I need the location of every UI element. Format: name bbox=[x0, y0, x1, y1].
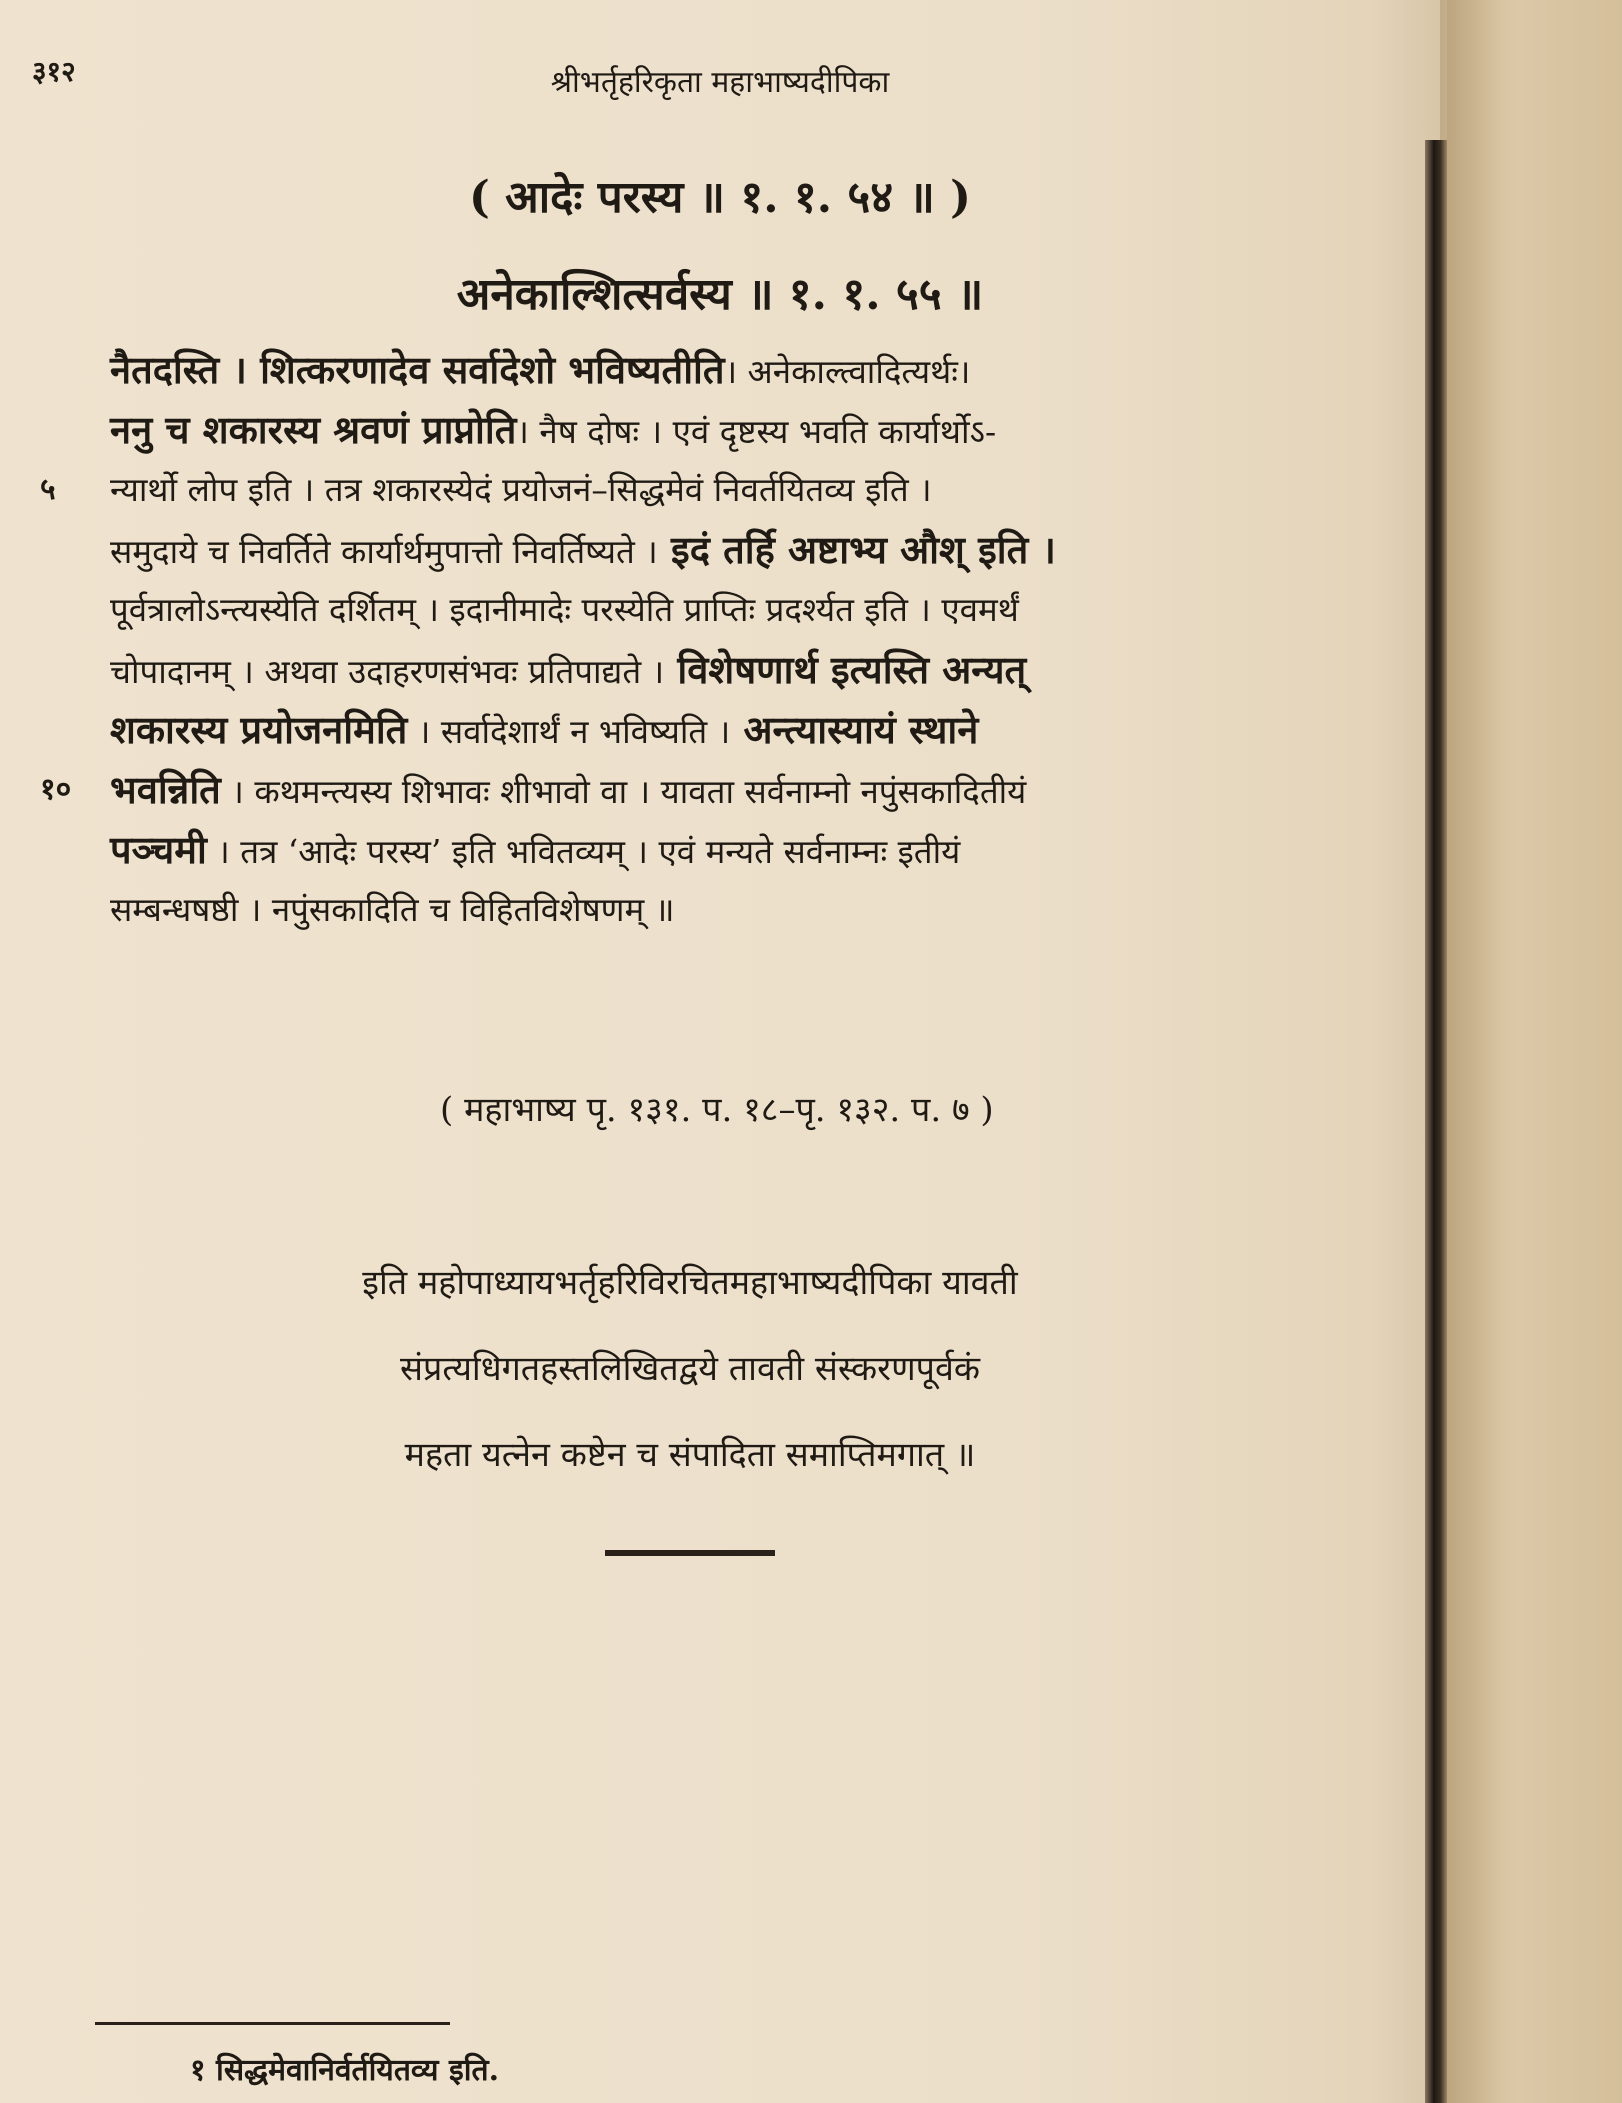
text-line bbox=[110, 520, 1310, 580]
bold-quote: नैतदस्ति । शित्करणादेव सर्वादेशो भविष्यतीति bbox=[110, 347, 725, 392]
commentary-run: । कथमन्त्यस्य शिभावः शीभावो वा । यावता सर्वनाम्नो नपुंसकादितीयं bbox=[220, 772, 1027, 811]
commentary-run: । सर्वादेशार्थं न भविष्यति । bbox=[407, 712, 731, 751]
commentary-run: समुदाये च निवर्तिते कार्यार्थमुपात्तो निवर्तिष्यते । bbox=[110, 532, 658, 571]
text-line bbox=[110, 580, 1310, 640]
commentary-run: । नैष दोषः । एवं दृष्टस्य भवति कार्यार्थोऽ- bbox=[516, 412, 997, 451]
text-line bbox=[110, 880, 1310, 940]
commentary-run: पूर्वत्रालोऽन्त्यस्येति दर्शितम् । इदानीमादेः परस्येति प्राप्तिः प्रदर्श्यत इति । एवमर्थं bbox=[110, 590, 1019, 629]
page-number: ३१२ bbox=[32, 55, 76, 88]
bold-quote: अन्त्यास्यायं स्थाने bbox=[730, 707, 979, 752]
colophon-line-3: महता यत्नेन कष्टेन च संपादिता समाप्तिमगात् ॥ bbox=[404, 1435, 976, 1475]
commentary-run: । तत्र ‘आदेः परस्य’ इति भवितव्यम् । एवं मन्यते सर्वनाम्नः इतीयं bbox=[206, 832, 961, 871]
sutra-heading-1: ( आदेः परस्य ॥ १. १. ५४ ॥ ) bbox=[469, 172, 971, 223]
commentary-run: न्यार्थो लोप इति । तत्र शकारस्येदं प्रयोजनं–सिद्धमेवं निवर्तयितव्य इति । bbox=[110, 470, 932, 509]
colophon-line-1: इति महोपाध्यायभर्तृहरिविरचितमहाभाष्यदीपिका यावती bbox=[362, 1263, 1018, 1303]
footnote: १ सिद्धमेवानिर्वर्तयितव्य इति. bbox=[190, 2053, 500, 2088]
footnote-rule bbox=[95, 2022, 450, 2025]
bold-quote: विशेषणार्थ इत्यस्ति अन्यत् bbox=[664, 647, 1027, 692]
running-title: श्रीभर्तृहरिकृता महाभाष्यदीपिका bbox=[550, 65, 890, 100]
bold-quote: ननु च शकारस्य श्रवणं प्राप्नोति bbox=[110, 407, 517, 452]
commentary-run: चोपादानम् । अथवा उदाहरणसंभवः प्रतिपाद्यते । bbox=[110, 652, 665, 691]
bold-quote: शकारस्य प्रयोजनमिति bbox=[110, 707, 408, 752]
text-line bbox=[110, 640, 1310, 700]
page-edge-shadow bbox=[1440, 0, 1500, 2103]
source-reference: ( महाभाष्य पृ. १३१. प. १८–पृ. १३२. प. ७ ) bbox=[440, 1090, 994, 1130]
bold-quote: भवन्निति bbox=[110, 767, 221, 812]
commentary-text bbox=[40, 340, 1310, 940]
commentary-run: सम्बन्धषष्ठी । नपुंसकादिति च विहितविशेषणम् ॥ bbox=[110, 890, 675, 929]
text-line bbox=[40, 460, 1310, 520]
text-line bbox=[110, 400, 1310, 460]
line-number: १० bbox=[40, 772, 72, 807]
sutra-heading-2: अनेकाल्शित्सर्वस्य ॥ १. १. ५५ ॥ bbox=[456, 269, 984, 320]
colophon-line-2: संप्रत्यधिगतहस्तलिखितद्वये तावती संस्करणपूर्वकं bbox=[400, 1349, 980, 1389]
commentary-run: । अनेकाल्त्वादित्यर्थः। bbox=[724, 352, 971, 391]
bold-quote: पञ्चमी bbox=[110, 827, 207, 872]
book-spine bbox=[1425, 140, 1447, 2103]
text-line bbox=[110, 340, 1310, 400]
bold-quote: इदं तर्हि अष्टाभ्य औश् इति । bbox=[657, 527, 1056, 572]
line-number: ५ bbox=[40, 472, 56, 507]
end-rule bbox=[605, 1550, 775, 1556]
text-line bbox=[110, 700, 1310, 760]
text-line bbox=[40, 760, 1310, 820]
text-line bbox=[110, 820, 1310, 880]
